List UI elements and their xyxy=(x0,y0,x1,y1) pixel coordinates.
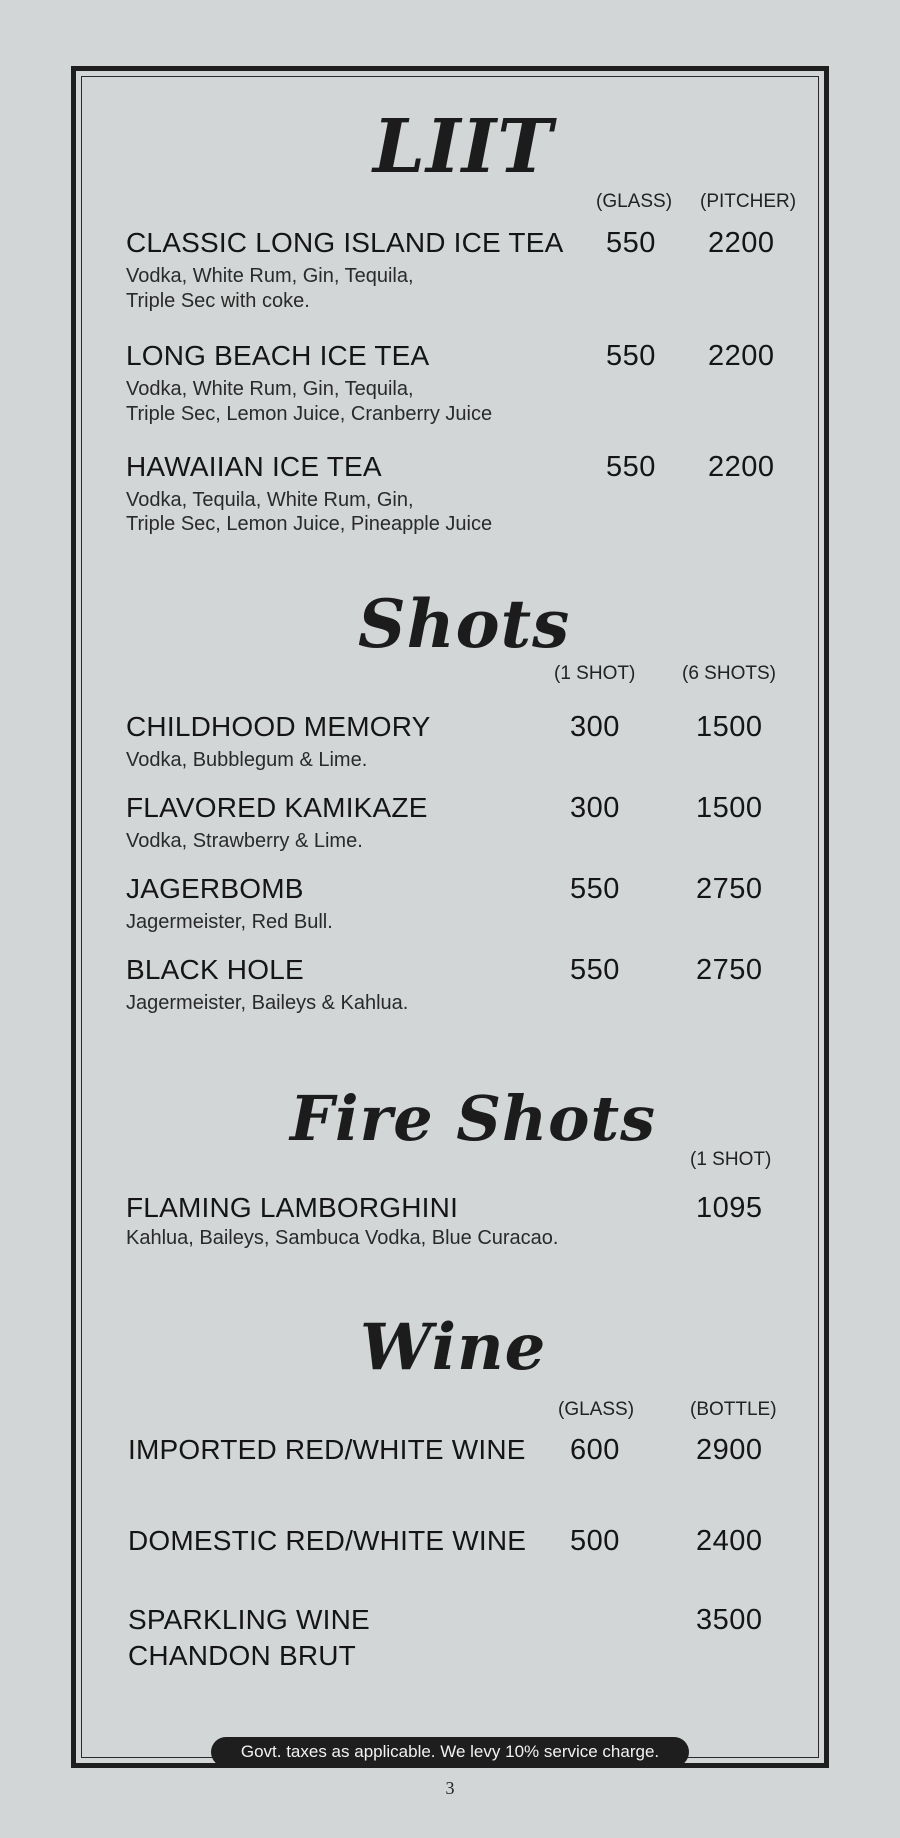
price-1-shot: 550 xyxy=(570,954,620,986)
price-1-shot: 300 xyxy=(570,792,620,824)
price-1-shot: 550 xyxy=(570,873,620,905)
price-1-shot: 300 xyxy=(570,711,620,743)
fire-shots-col-1-shot: (1 SHOT) xyxy=(690,1149,772,1170)
price-6-shots: 2750 xyxy=(696,873,763,905)
page-number: 3 xyxy=(445,1778,455,1798)
price-glass: 550 xyxy=(606,451,656,483)
item-name: SPARKLING WINE xyxy=(128,1604,370,1635)
price-glass: 600 xyxy=(570,1434,620,1466)
item-name: HAWAIIAN ICE TEA xyxy=(126,451,382,482)
price-pitcher: 2200 xyxy=(708,227,775,259)
item-description: Jagermeister, Baileys & Kahlua. xyxy=(126,992,409,1014)
price-glass: 500 xyxy=(570,1525,620,1557)
item-description: Vodka, White Rum, Gin, Tequila, xyxy=(126,265,414,287)
price-pitcher: 2200 xyxy=(708,340,775,372)
price-bottle: 2900 xyxy=(696,1434,763,1466)
wine-heading: Wine xyxy=(360,1310,547,1385)
price-6-shots: 1500 xyxy=(696,711,763,743)
price-1-shot: 1095 xyxy=(696,1192,763,1224)
price-pitcher: 2200 xyxy=(708,451,775,483)
fire-shots-heading: Fire Shots xyxy=(290,1082,657,1155)
price-6-shots: 1500 xyxy=(696,792,763,824)
item-name: FLAVORED KAMIKAZE xyxy=(126,792,428,823)
price-glass: 550 xyxy=(606,227,656,259)
wine-col-bottle: (BOTTLE) xyxy=(690,1399,777,1420)
price-6-shots: 2750 xyxy=(696,954,763,986)
item-description: Triple Sec, Lemon Juice, Cranberry Juice xyxy=(126,403,493,425)
item-name: FLAMING LAMBORGHINI xyxy=(126,1192,459,1223)
price-bottle: 3500 xyxy=(696,1604,763,1636)
item-name: JAGERBOMB xyxy=(126,873,304,904)
item-description: Triple Sec, Lemon Juice, Pineapple Juice xyxy=(126,513,493,535)
item-description: Vodka, Tequila, White Rum, Gin, xyxy=(126,489,414,511)
item-description: Vodka, Strawberry & Lime. xyxy=(126,830,363,852)
item-description: Kahlua, Baileys, Sambuca Vodka, Blue Curacao. xyxy=(126,1227,559,1249)
shots-heading: Shots xyxy=(358,585,571,663)
item-description: Jagermeister, Red Bull. xyxy=(126,911,333,933)
service-charge-note: Govt. taxes as applicable. We levy 10% service charge. xyxy=(211,1737,689,1767)
item-name: IMPORTED RED/WHITE WINE xyxy=(128,1434,526,1465)
item-name: CHILDHOOD MEMORY xyxy=(126,711,431,742)
item-description: Triple Sec with coke. xyxy=(126,290,310,312)
item-name: CLASSIC LONG ISLAND ICE TEA xyxy=(126,227,564,258)
liit-col-glass: (GLASS) xyxy=(596,191,673,212)
price-bottle: 2400 xyxy=(696,1525,763,1557)
item-name: BLACK HOLE xyxy=(126,954,304,985)
item-name: LONG BEACH ICE TEA xyxy=(126,340,430,371)
price-glass: 550 xyxy=(606,340,656,372)
liit-heading: LIIT xyxy=(373,104,554,190)
item-description: Vodka, White Rum, Gin, Tequila, xyxy=(126,378,414,400)
liit-col-pitcher: (PITCHER) xyxy=(700,191,797,212)
wine-col-glass: (GLASS) xyxy=(558,1399,635,1420)
shots-col-1-shot: (1 SHOT) xyxy=(554,663,636,684)
item-name: DOMESTIC RED/WHITE WINE xyxy=(128,1525,527,1556)
item-name-line-2: CHANDON BRUT xyxy=(128,1640,356,1671)
item-description: Vodka, Bubblegum & Lime. xyxy=(126,749,368,771)
shots-col-6-shots: (6 SHOTS) xyxy=(682,663,776,684)
